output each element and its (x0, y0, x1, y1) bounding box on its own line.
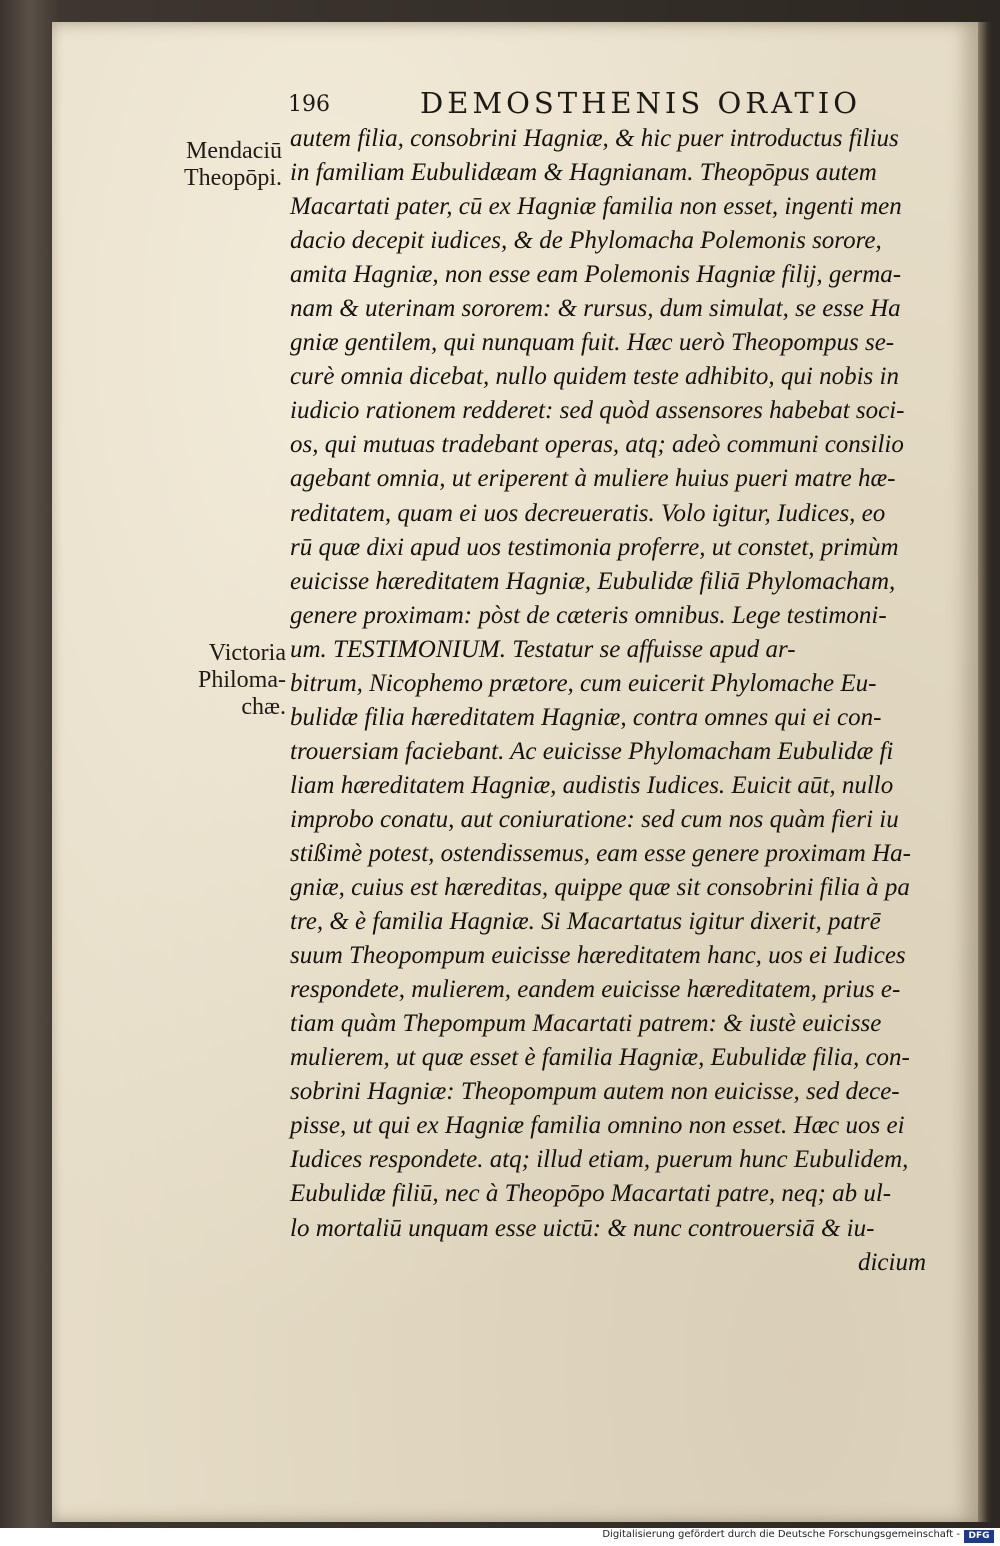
marginal-note-line: Philoma- (198, 667, 286, 693)
text-line: improbo conatu, aut coniuratione: sed cum nos quàm fieri iu (290, 805, 899, 833)
text-line: Eubulidæ filiū, nec à Theopōpo Macartati patre, neq; ab ul- (290, 1180, 892, 1208)
text-line: um. TESTIMONIUM. Testatur se affuisse apud ar- (290, 635, 796, 663)
text-line: genere proximam: pòst de cæteris omnibus. Lege testimoni- (290, 601, 887, 629)
page-header (288, 86, 928, 126)
text-line: nam & uterinam sororem: & rursus, dum simulat, se esse Ha (290, 295, 901, 323)
text-line: tiam quàm Thepompum Macartati patrem: & iustè euicisse (290, 1010, 882, 1038)
marginal-note-line: Victoria (208, 640, 286, 666)
page-number: 196 (288, 92, 330, 117)
text-line: euicisse hæreditatem Hagniæ, Eubulidæ filiā Phylomacham, (290, 567, 896, 595)
text-line: trouersiam faciebant. Ac euicisse Phylomacham Eubulidæ fi (290, 737, 894, 765)
text-line: pisse, ut qui ex Hagniæ familia omnino non esset. Hæc uos ei (290, 1112, 905, 1140)
marginal-note (150, 138, 282, 192)
funding-credit: Digitalisierung gefördert durch die Deutsche Forschungsgemeinschaft - (602, 1529, 960, 1540)
text-line: curè omnia dicebat, nullo quidem teste adhibito, qui nobis in (290, 363, 899, 391)
text-line: stißimè potest, ostendissemus, eam esse genere proximam Ha- (290, 839, 911, 867)
text-line: lo mortaliū unquam esse uictū: & nunc controuersiā & iu- (290, 1214, 875, 1242)
marginal-note-line: Mendaciū (186, 138, 282, 164)
marginal-note (150, 640, 286, 721)
body-text (290, 122, 940, 1280)
text-line: amita Hagniæ, non esse eam Polemonis Hagniæ filij, germa- (290, 261, 902, 289)
catchword: dicium (857, 1248, 926, 1276)
text-line: suum Theopompum euicisse hæreditatem hanc, uos ei Iudices (290, 942, 906, 970)
text-line: dacio decepit iudices, & de Phylomacha Polemonis sorore, (290, 227, 882, 255)
text-line: reditatem, quam ei uos decreueratis. Volo igitur, Iudices, eo (290, 499, 886, 527)
text-line: respondete, mulierem, eandem euicisse hæreditatem, prius e- (290, 976, 901, 1004)
marginal-note-line: Theopōpi. (184, 165, 282, 191)
text-line: agebant omnia, ut eriperent à muliere huius pueri matre hæ- (290, 465, 896, 493)
text-line: mulierem, ut quæ esset è familia Hagniæ, Eubulidæ filia, con- (290, 1044, 910, 1072)
text-line: tre, & è familia Hagniæ. Si Macartatus igitur dixerit, patrē (290, 908, 881, 936)
dfg-logo: DFG (964, 1530, 994, 1543)
footer-bar (0, 1528, 1000, 1546)
text-line: gniæ gentilem, qui nunquam fuit. Hæc uerò Theopompus se- (290, 329, 895, 357)
text-line: bulidæ filia hæreditatem Hagniæ, contra omnes qui ei con- (290, 703, 882, 731)
marginal-note-line: chæ. (241, 694, 286, 720)
text-line: autem filia, consobrini Hagniæ, & hic puer introductus filius (290, 125, 899, 152)
text-line: in familiam Eubulidæam & Hagnianam. Theopōpus autem (290, 159, 877, 187)
running-title: DEMOSTHENIS ORATIO (420, 86, 862, 120)
text-line: liam hæreditatem Hagniæ, audistis Iudices. Euicit aūt, nullo (290, 771, 894, 799)
text-line: os, qui mutuas tradebant operas, atq; adeò communi consilio (290, 431, 904, 459)
text-line: sobrini Hagniæ: Theopompum autem non euicisse, sed dece- (290, 1078, 900, 1106)
text-line: Iudices respondete. atq; illud etiam, puerum hunc Eubulidem, (290, 1146, 909, 1174)
text-line: rū quæ dixi apud uos testimonia proferre, ut constet, primùm (290, 533, 899, 561)
page-edge (978, 22, 994, 1522)
text-line: iudicio rationem redderet: sed quòd assensores habebat soci- (290, 397, 905, 425)
text-line: gniæ, cuius est hæreditas, quippe quæ sit consobrini filia à pa (290, 874, 910, 902)
text-line: Macartati pater, cū ex Hagniæ familia non esset, ingenti men (290, 193, 902, 221)
text-line: bitrum, Nicophemo prætore, cum euicerit Phylomache Eu- (290, 669, 877, 697)
